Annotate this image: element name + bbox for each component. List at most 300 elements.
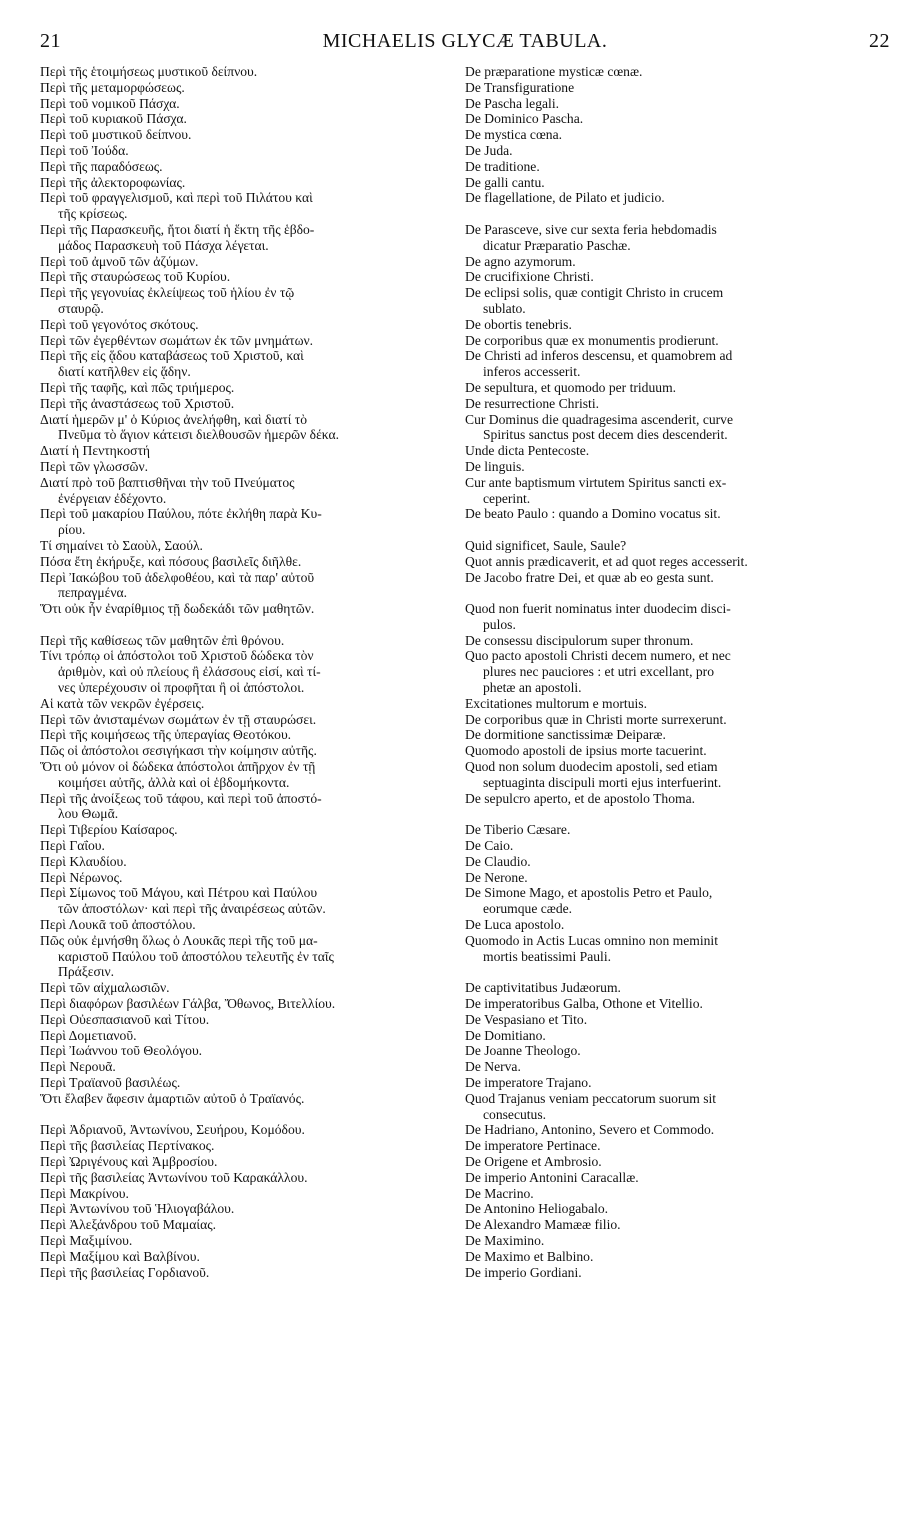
index-entry [40,759,890,791]
latin-line: De traditione. [465,158,540,174]
greek-title [40,1059,465,1075]
index-entry [40,317,890,333]
greek-line: τῆς κρίσεως. [58,206,128,222]
latin-line: De sepulcro aperto, et de apostolo Thoma. [465,790,696,806]
latin-line: De Maximo et Balbino. [465,1248,594,1264]
latin-line: De captivitatibus Judæorum. [465,980,621,996]
index-entry [40,80,890,96]
latin-title [465,443,890,459]
greek-title [40,996,465,1012]
index-entry [40,1028,890,1044]
index-entry [40,996,890,1012]
greek-line: Περὶ Μακρίνου. [40,1185,129,1201]
greek-line: ρίου. [58,522,86,538]
greek-line: Διατί ἡ Πεντηκοστή [40,443,151,459]
latin-line: De Origene et Ambrosio. [465,1153,602,1169]
index-entry [40,222,890,254]
greek-title [40,1170,465,1186]
latin-line: inferos accesserit. [483,364,581,380]
index-entry [40,648,890,695]
latin-line: De Dominico Pascha. [465,111,584,127]
latin-line: De eclipsi solis, quæ contigit Christo in crucem [465,285,724,301]
greek-title [40,1201,465,1217]
greek-line: Περὶ Οὐεσπασιανοῦ καὶ Τίτου. [40,1011,210,1027]
latin-line: Cur ante baptismum virtutem Spiritus sancti ex- [465,474,727,490]
latin-title [465,348,890,380]
latin-title [465,1138,890,1154]
greek-line: νες ὑπερέχουσιν οἱ προφῆται ἢ οἱ ἀπόστολοι. [58,680,305,696]
index-entry [40,727,890,743]
latin-line: De Nerone. [465,869,528,885]
greek-line: Περὶ τῆς γεγονυίας ἐκλείψεως τοῦ ἡλίου ἐν τῷ [40,285,295,301]
latin-title [465,633,890,649]
latin-title [465,1201,890,1217]
latin-line: Quomodo apostoli de ipsius morte tacuerint. [465,743,707,759]
index-entry [40,1233,890,1249]
latin-title [465,1059,890,1075]
greek-title [40,759,465,791]
latin-title [465,396,890,412]
greek-line: Αἱ κατὰ τῶν νεκρῶν ἐγέρσεις. [40,695,205,711]
greek-title [40,554,465,570]
index-entry [40,1201,890,1217]
index-entry [40,1122,890,1138]
greek-line: Περὶ τῆς βασιλείας Ἀντωνίνου τοῦ Καρακάλλου. [40,1169,308,1185]
index-entry [40,380,890,396]
greek-line: Περὶ τοῦ γεγονότος σκότους. [40,316,199,332]
latin-line: De Pascha legali. [465,95,559,111]
index-entry [40,1059,890,1075]
latin-title [465,917,890,933]
greek-title [40,1075,465,1091]
latin-line: Quod non fuerit nominatus inter duodecim disci- [465,601,731,617]
index-entry [40,412,890,444]
greek-line: Περὶ τῶν ἀνισταμένων σωμάτων ἐν τῇ σταυρώσει. [40,711,317,727]
greek-line: ἐνέργειαν ἐδέχοντο. [58,490,167,506]
greek-line: Περὶ Δομετιανοῦ. [40,1027,137,1043]
greek-line: Περὶ Σίμωνος τοῦ Μάγου, καὶ Πέτρου καὶ Παύλου [40,885,318,901]
greek-title [40,570,465,602]
greek-title [40,254,465,270]
index-entry [40,1265,890,1281]
greek-line: Τίνι τρόπῳ οἱ ἀπόστολοι τοῦ Χριστοῦ δώδεκα τὸν [40,648,314,664]
greek-title [40,1233,465,1249]
latin-line: De Domitiano. [465,1027,546,1043]
greek-line: Περὶ Ἀντωνίνου τοῦ Ἡλιογαβάλου. [40,1201,235,1217]
latin-line: plures nec pauciores : et utri excellant, pro [483,664,715,680]
greek-title [40,143,465,159]
greek-line: πεπραγμένα. [58,585,128,601]
index-entry [40,980,890,996]
greek-line: Τί σημαίνει τὸ Σαοὺλ, Σαούλ. [40,537,203,553]
latin-line: Quid significet, Saule, Saule? [465,537,627,553]
index-entry [40,1043,890,1059]
greek-line: Περὶ τῆς καθίσεως τῶν μαθητῶν ἐπὶ θρόνου. [40,632,285,648]
index-entry [40,159,890,175]
index-entry [40,854,890,870]
greek-line: Περὶ Νερουᾶ. [40,1059,116,1075]
greek-line: Ὅτι οὐκ ἦν ἐναρίθμιος τῇ δωδεκάδι τῶν μαθητῶν. [40,601,315,617]
index-entry [40,143,890,159]
greek-line: Περὶ τῆς μεταμορφώσεως. [40,79,185,95]
latin-title [465,1265,890,1281]
index-entry [40,838,890,854]
greek-title [40,917,465,933]
index-entry [40,712,890,728]
greek-title [40,870,465,886]
greek-line: Περὶ τοῦ κυριακοῦ Πάσχα. [40,111,187,127]
greek-line: Περὶ Τιβερίου Καίσαρος. [40,822,178,838]
latin-title [465,759,890,791]
greek-title [40,1265,465,1281]
greek-line: Περὶ τῶν ἐγερθέντων σωμάτων ἐκ τῶν μνημάτων. [40,332,314,348]
index-entry [40,538,890,554]
latin-title [465,1186,890,1202]
latin-line: De Juda. [465,142,513,158]
latin-line: Spiritus sanctus post decem dies descenderit. [483,427,728,443]
greek-title [40,396,465,412]
greek-title [40,459,465,475]
index-entry [40,601,890,633]
latin-line: De præparatione mysticæ cœnæ. [465,64,643,79]
greek-line: Περὶ Ἀδριανοῦ, Ἀντωνίνου, Σευήρου, Κομόδου. [40,1122,305,1138]
greek-line: Ὅτι ἔλαβεν ἄφεσιν ἁμαρτιῶν αὐτοῦ ὁ Τραϊανός. [40,1090,305,1106]
index-entry [40,111,890,127]
latin-line: De Transfiguratione [465,79,575,95]
latin-title [465,648,890,695]
latin-title [465,996,890,1012]
latin-line: De Tiberio Cæsare. [465,822,571,838]
greek-line: Διατί ἡμερῶν μ' ὁ Κύριος ἀνελήφθη, καὶ διατί τὸ [40,411,308,427]
latin-line: De Macrino. [465,1185,534,1201]
latin-title [465,554,890,570]
index-entry [40,1217,890,1233]
latin-title [465,1154,890,1170]
index-entry [40,269,890,285]
greek-line: μάδος Παρασκευὴ τοῦ Πάσχα λέγεται. [58,237,269,253]
greek-line: Περὶ τῆς σταυρώσεως τοῦ Κυρίου. [40,269,231,285]
index-table [40,64,890,1280]
greek-title [40,1028,465,1044]
greek-title [40,1249,465,1265]
greek-title [40,64,465,80]
latin-title [465,1012,890,1028]
greek-line: διατί κατῆλθεν εἰς ᾅδην. [58,364,191,380]
greek-title [40,601,465,617]
index-entry [40,1138,890,1154]
index-entry [40,96,890,112]
greek-title [40,1154,465,1170]
latin-line: De Christi ad inferos descensu, et quamobrem ad [465,348,733,364]
latin-line: De Vespasiano et Tito. [465,1011,588,1027]
index-entry [40,554,890,570]
greek-line: σταυρῷ. [58,300,104,316]
index-entry [40,1091,890,1123]
latin-title [465,412,890,444]
latin-line: eorumque cæde. [483,901,573,917]
latin-title [465,538,890,554]
running-header [40,30,890,56]
latin-title [465,1233,890,1249]
index-entry [40,885,890,917]
index-entry [40,822,890,838]
latin-title [465,80,890,96]
greek-title [40,175,465,191]
latin-title [465,317,890,333]
latin-title [465,506,890,522]
latin-line: De Antonino Heliogabalo. [465,1201,609,1217]
greek-title [40,412,465,444]
latin-title [465,601,890,633]
latin-line: De agno azymorum. [465,253,576,269]
latin-title [465,980,890,996]
latin-line: De consessu discipulorum super thronum. [465,632,694,648]
greek-line: Περὶ τῶν αἰχμαλωσιῶν. [40,980,170,996]
greek-title [40,1138,465,1154]
greek-line: Περὶ τῆς εἰς ᾅδου καταβάσεως τοῦ Χριστοῦ, καὶ [40,348,304,364]
greek-title [40,838,465,854]
index-entry [40,348,890,380]
greek-line: Περὶ τῶν γλωσσῶν. [40,458,149,474]
greek-title [40,222,465,254]
latin-line: De Luca apostolo. [465,917,565,933]
latin-line: De imperatoribus Galba, Othone et Vitellio. [465,996,703,1012]
latin-line: De imperatore Trajano. [465,1075,592,1090]
latin-title [465,143,890,159]
index-entry [40,254,890,270]
latin-title [465,175,890,191]
greek-line: Περὶ τῆς Παρασκευῆς, ἤτοι διατί ἡ ἕκτη τῆς ἑβδο- [40,221,315,237]
latin-title [465,475,890,507]
index-entry [40,1170,890,1186]
running-title: MICHAELIS GLYCÆ TABULA. [322,30,608,52]
index-entry [40,570,890,602]
index-entry [40,1075,890,1091]
index-entry [40,917,890,933]
greek-title [40,885,465,917]
right-page-number: 22 [869,30,890,52]
latin-line: De mystica cœna. [465,127,563,143]
latin-line: De imperio Gordiani. [465,1264,582,1280]
greek-title [40,791,465,823]
greek-line: Ὅτι οὐ μόνον οἱ δώδεκα ἀπόστολοι ἀπῆρχον ἐν τῇ [40,759,316,775]
latin-title [465,380,890,396]
latin-title [465,459,890,475]
greek-line: Περὶ Ἰωάννου τοῦ Θεολόγου. [40,1043,203,1059]
index-entry [40,1249,890,1265]
latin-line: De Nerva. [465,1059,521,1075]
greek-line: Περὶ τοῦ Ἰούδα. [40,142,129,158]
greek-title [40,380,465,396]
latin-title [465,254,890,270]
latin-title [465,269,890,285]
index-entry [40,285,890,317]
latin-line: Unde dicta Pentecoste. [465,443,590,459]
latin-line: De Alexandro Mamææ filio. [465,1217,621,1233]
latin-line: Quo pacto apostoli Christi decem numero, et nec [465,648,731,664]
index-entry [40,1012,890,1028]
greek-line: Περὶ τοῦ μυστικοῦ δείπνου. [40,127,192,143]
latin-title [465,712,890,728]
greek-line: Πόσα ἔτη ἐκήρυξε, καὶ πόσους βασιλεῖς διῆλθε. [40,553,302,569]
greek-title [40,633,465,649]
latin-line: septuaginta discipuli morti ejus interfuerint. [483,774,722,790]
index-entry [40,190,890,222]
latin-title [465,822,890,838]
greek-title [40,317,465,333]
latin-title [465,285,890,317]
latin-title [465,127,890,143]
greek-title [40,854,465,870]
greek-title [40,696,465,712]
latin-title [465,159,890,175]
latin-title [465,1170,890,1186]
greek-line: Περὶ τῆς βασιλείας Γορδιανοῦ. [40,1264,210,1280]
greek-line: Πράξεσιν. [58,964,115,980]
latin-title [465,111,890,127]
greek-title [40,190,465,222]
latin-line: De dormitione sanctissimæ Deiparæ. [465,727,666,743]
index-entry [40,870,890,886]
greek-title [40,96,465,112]
greek-title [40,1122,465,1138]
latin-title [465,870,890,886]
latin-title [465,222,890,254]
left-page-number: 21 [40,30,61,52]
latin-line: dicatur Præparatio Paschæ. [483,237,631,253]
latin-title [465,743,890,759]
index-entry [40,459,890,475]
index-entry [40,475,890,507]
index-entry [40,1186,890,1202]
latin-title [465,1075,890,1091]
greek-line: Περὶ Νέρωνος. [40,869,123,885]
latin-line: Quod non solum duodecim apostoli, sed etiam [465,759,718,775]
greek-title [40,348,465,380]
latin-line: De flagellatione, de Pilato et judicio. [465,190,665,206]
greek-line: Περὶ Μαξιμίνου. [40,1232,133,1248]
greek-title [40,285,465,317]
greek-line: Περὶ τοῦ μακαρίου Παύλου, πότε ἐκλήθη παρὰ Κυ- [40,506,322,522]
greek-line: Περὶ Ἀλεξάνδρου τοῦ Μαμαίας. [40,1217,216,1233]
greek-line: Περὶ Γαΐου. [40,838,105,854]
greek-line: Περὶ τῆς ἀναστάσεως τοῦ Χριστοῦ. [40,395,235,411]
greek-line: Πῶς οἱ ἀπόστολοι σεσιγήκασι τὴν κοίμησιν αὐτῆς. [40,743,317,759]
latin-title [465,696,890,712]
latin-line: De beato Paulo : quando a Domino vocatus sit. [465,506,721,522]
latin-title [465,885,890,917]
latin-title [465,933,890,965]
greek-title [40,159,465,175]
latin-line: mortis beatissimi Pauli. [483,948,612,964]
index-entry [40,175,890,191]
greek-title [40,538,465,554]
greek-title [40,980,465,996]
latin-title [465,64,890,80]
latin-line: Cur Dominus die quadragesima ascenderit, curve [465,411,734,427]
latin-title [465,1122,890,1138]
greek-title [40,933,465,980]
latin-line: De Maximino. [465,1232,545,1248]
latin-line: De corporibus quæ in Christi morte surrexerunt. [465,711,727,727]
greek-line: Διατί πρὸ τοῦ βαπτισθῆναι τὴν τοῦ Πνεύματος [40,474,295,490]
greek-line: Πνεῦμα τὸ ἅγιον κάτεισι διελθουσῶν ἡμερῶν δέκα. [58,427,340,443]
latin-title [465,1249,890,1265]
greek-line: Περὶ Ὠριγένους καὶ Ἀμβροσίου. [40,1153,218,1169]
latin-title [465,727,890,743]
latin-line: De linguis. [465,458,525,474]
latin-line: De sepultura, et quomodo per triduum. [465,379,677,395]
latin-line: De Claudio. [465,853,531,869]
latin-line: consecutus. [483,1106,547,1122]
greek-title [40,1012,465,1028]
greek-line: Περὶ διαφόρων βασιλέων Γάλβα, Ὄθωνος, Βιτελλίου. [40,996,336,1012]
greek-line: Περὶ Τραϊανοῦ βασιλέως. [40,1075,181,1090]
latin-line: De resurrectione Christi. [465,395,600,411]
latin-line: De Hadriano, Antonino, Severo et Commodo. [465,1122,715,1138]
greek-line: Πῶς οὐκ ἐμνήσθη ὅλως ὁ Λουκᾶς περὶ τῆς τοῦ μα- [40,932,318,948]
greek-line: Περὶ Μαξίμου καὶ Βαλβίνου. [40,1248,200,1264]
latin-line: De imperatore Pertinace. [465,1138,601,1154]
index-entry [40,443,890,459]
index-entry [40,696,890,712]
greek-line: Περὶ Κλαυδίου. [40,853,127,869]
index-entry [40,1154,890,1170]
greek-line: Περὶ τῆς κοιμήσεως τῆς ὑπεραγίας Θεοτόκου. [40,727,292,743]
greek-title [40,822,465,838]
greek-title [40,743,465,759]
index-entry [40,396,890,412]
latin-title [465,570,890,586]
greek-line: Περὶ τῆς παραδόσεως. [40,158,163,174]
latin-title [465,854,890,870]
greek-title [40,111,465,127]
index-entry [40,791,890,823]
greek-title [40,712,465,728]
latin-line: ceperint. [483,490,531,506]
greek-title [40,648,465,695]
latin-line: De Jacobo fratre Dei, et quæ ab eo gesta sunt. [465,569,714,585]
index-entry [40,633,890,649]
greek-title [40,333,465,349]
greek-line: Περὶ Ἰακώβου τοῦ ἀδελφοθέου, καὶ τὰ παρ' αὐτοῦ [40,569,315,585]
latin-line: Quot annis prædicaverit, et ad quot reges accesserit. [465,553,748,569]
latin-title [465,190,890,206]
latin-line: phetæ an apostoli. [483,680,582,696]
latin-line: pulos. [483,616,516,632]
greek-title [40,1217,465,1233]
latin-line: sublato. [483,300,526,316]
latin-title [465,1217,890,1233]
latin-title [465,1091,890,1123]
latin-title [465,1028,890,1044]
greek-title [40,1091,465,1107]
greek-line: ἀριθμὸν, καὶ οὐ πλείους ἢ ἐλάσσους εἰσί, καὶ τί- [58,664,321,680]
latin-line: De corporibus quæ ex monumentis prodierunt. [465,332,719,348]
greek-line: λου Θωμᾶ. [58,806,119,822]
greek-title [40,80,465,96]
greek-line: Περὶ τῆς ἀλεκτοροφωνίας. [40,174,186,190]
index-entry [40,933,890,980]
latin-line: De crucifixione Christi. [465,269,594,285]
latin-line: Excitationes multorum e mortuis. [465,695,647,711]
latin-line: De imperio Antonini Caracallæ. [465,1169,639,1185]
latin-title [465,838,890,854]
greek-line: Περὶ τῆς βασιλείας Περτίνακος. [40,1138,215,1154]
latin-line: Quomodo in Actis Lucas omnino non meminit [465,932,718,948]
latin-title [465,1043,890,1059]
greek-line: τῶν ἀποστόλων· καὶ περὶ τῆς ἀναιρέσεως αὐτῶν. [58,901,326,917]
